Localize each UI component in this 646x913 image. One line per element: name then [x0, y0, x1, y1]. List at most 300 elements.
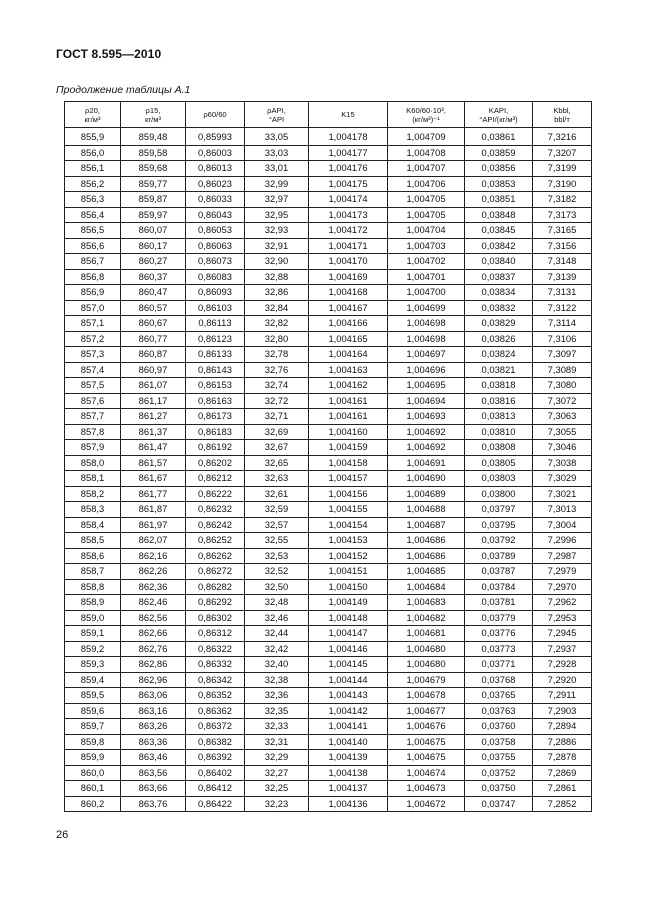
table-cell: 856,4 [65, 207, 121, 223]
table-cell: 1,004164 [309, 347, 388, 363]
table-cell: 0,03792 [465, 533, 533, 549]
table-cell: 1,004168 [309, 285, 388, 301]
table-cell: 0,86382 [186, 734, 245, 750]
table-cell: 861,37 [121, 424, 186, 440]
table-cell: 1,004689 [388, 486, 465, 502]
table-cell: 861,97 [121, 517, 186, 533]
table-cell: 0,86222 [186, 486, 245, 502]
table-cell: 33,05 [245, 128, 309, 146]
table-cell: 1,004166 [309, 316, 388, 332]
table-cell: 1,004696 [388, 362, 465, 378]
table-cell: 1,004141 [309, 719, 388, 735]
table-cell: 0,86282 [186, 579, 245, 595]
table-row [65, 471, 592, 487]
table-cell: 7,3013 [533, 502, 592, 518]
table-cell: 0,03826 [465, 331, 533, 347]
table-cell: 32,74 [245, 378, 309, 394]
table-row [65, 595, 592, 611]
table-cell: 863,06 [121, 688, 186, 704]
table-cell: 863,56 [121, 765, 186, 781]
table-cell: 1,004169 [309, 269, 388, 285]
table-cell: 1,004702 [388, 254, 465, 270]
table-cell: 1,004694 [388, 393, 465, 409]
table-cell: 1,004708 [388, 145, 465, 161]
table-cell: 7,2903 [533, 703, 592, 719]
table-cell: 862,46 [121, 595, 186, 611]
table-cell: 859,48 [121, 128, 186, 146]
table-cell: 1,004685 [388, 564, 465, 580]
table-cell: 860,07 [121, 223, 186, 239]
table-row [65, 765, 592, 781]
table-cell: 862,36 [121, 579, 186, 595]
table-cell: 1,004157 [309, 471, 388, 487]
table-row [65, 688, 592, 704]
column-header [533, 102, 592, 128]
table-cell: 0,03763 [465, 703, 533, 719]
table-cell: 862,56 [121, 610, 186, 626]
table-cell: 0,86212 [186, 471, 245, 487]
table-cell: 7,2878 [533, 750, 592, 766]
table-row [65, 362, 592, 378]
table-cell: 860,17 [121, 238, 186, 254]
table-cell: 861,87 [121, 502, 186, 518]
table-cell: 858,1 [65, 471, 121, 487]
table-cell: 856,3 [65, 192, 121, 208]
table-cell: 858,4 [65, 517, 121, 533]
table-cell: 7,3216 [533, 128, 592, 146]
table-cell: 7,2852 [533, 796, 592, 812]
table-cell: 859,68 [121, 161, 186, 177]
table-cell: 863,16 [121, 703, 186, 719]
table-cell: 0,03851 [465, 192, 533, 208]
table-cell: 859,3 [65, 657, 121, 673]
table-cell: 0,86322 [186, 641, 245, 657]
table-cell: 1,004145 [309, 657, 388, 673]
table-cell: 32,67 [245, 440, 309, 456]
table-cell: 1,004139 [309, 750, 388, 766]
table-cell: 1,004170 [309, 254, 388, 270]
table-cell: 32,99 [245, 176, 309, 192]
table-cell: 1,004695 [388, 378, 465, 394]
table-cell: 0,03845 [465, 223, 533, 239]
table-cell: 859,0 [65, 610, 121, 626]
table-cell: 862,96 [121, 672, 186, 688]
table-cell: 0,86312 [186, 626, 245, 642]
table-cell: 32,78 [245, 347, 309, 363]
table-cell: 0,86402 [186, 765, 245, 781]
column-header-label: ρ15, [145, 105, 161, 115]
table-cell: 1,004172 [309, 223, 388, 239]
table-cell: 860,97 [121, 362, 186, 378]
table-cell: 859,5 [65, 688, 121, 704]
table-cell: 7,2996 [533, 533, 592, 549]
table-cell: 32,86 [245, 285, 309, 301]
table-cell: 0,86173 [186, 409, 245, 425]
table-cell: 0,86113 [186, 316, 245, 332]
table-cell: 0,03829 [465, 316, 533, 332]
table-cell: 7,2911 [533, 688, 592, 704]
table-cell: 859,2 [65, 641, 121, 657]
table-cell: 32,42 [245, 641, 309, 657]
table-cell: 0,03805 [465, 455, 533, 471]
table-row [65, 176, 592, 192]
table-cell: 1,004684 [388, 579, 465, 595]
table-cell: 7,3207 [533, 145, 592, 161]
table-cell: 1,004680 [388, 641, 465, 657]
table-row [65, 672, 592, 688]
table-cell: 1,004173 [309, 207, 388, 223]
table-cell: 857,6 [65, 393, 121, 409]
table-cell: 32,82 [245, 316, 309, 332]
table-cell: 857,4 [65, 362, 121, 378]
table-cell: 861,77 [121, 486, 186, 502]
table-cell: 863,26 [121, 719, 186, 735]
table-cell: 0,03810 [465, 424, 533, 440]
table-cell: 858,7 [65, 564, 121, 580]
table-cell: 862,07 [121, 533, 186, 549]
table-cell: 32,31 [245, 734, 309, 750]
table-cell: 7,3122 [533, 300, 592, 316]
table-cell: 0,03824 [465, 347, 533, 363]
table-cell: 1,004675 [388, 734, 465, 750]
table-cell: 859,9 [65, 750, 121, 766]
table-cell: 856,6 [65, 238, 121, 254]
table-cell: 7,2861 [533, 781, 592, 797]
table-row [65, 145, 592, 161]
table-cell: 1,004163 [309, 362, 388, 378]
table-cell: 860,67 [121, 316, 186, 332]
table-cell: 1,004161 [309, 393, 388, 409]
table-cell: 862,16 [121, 548, 186, 564]
column-header-label: KAPI, [488, 105, 509, 115]
table-cell: 32,55 [245, 533, 309, 549]
table-cell: 1,004676 [388, 719, 465, 735]
table-cell: 7,3182 [533, 192, 592, 208]
table-cell: 7,3165 [533, 223, 592, 239]
table-cell: 1,004138 [309, 765, 388, 781]
table-row [65, 455, 592, 471]
column-header [465, 102, 533, 128]
table-cell: 857,9 [65, 440, 121, 456]
table-cell: 1,004136 [309, 796, 388, 812]
table-cell: 860,37 [121, 269, 186, 285]
table-cell: 32,97 [245, 192, 309, 208]
table-cell: 859,58 [121, 145, 186, 161]
table-cell: 1,004705 [388, 192, 465, 208]
table-cell: 1,004140 [309, 734, 388, 750]
table-cell: 0,86422 [186, 796, 245, 812]
table-cell: 0,86073 [186, 254, 245, 270]
table-cell: 0,03760 [465, 719, 533, 735]
table-cell: 1,004171 [309, 238, 388, 254]
table-cell: 861,07 [121, 378, 186, 394]
table-cell: 0,03800 [465, 486, 533, 502]
table-cell: 1,004690 [388, 471, 465, 487]
table-cell: 7,3029 [533, 471, 592, 487]
table-cell: 1,004167 [309, 300, 388, 316]
table-cell: 862,76 [121, 641, 186, 657]
table-row [65, 579, 592, 595]
table-cell: 861,57 [121, 455, 186, 471]
table-cell: 0,03853 [465, 176, 533, 192]
table-cell: 0,86202 [186, 455, 245, 471]
table-cell: 32,91 [245, 238, 309, 254]
table-cell: 32,63 [245, 471, 309, 487]
table-cell: 859,7 [65, 719, 121, 735]
table-cell: 0,86272 [186, 564, 245, 580]
table-cell: 0,03848 [465, 207, 533, 223]
table-row [65, 285, 592, 301]
table-cell: 0,86412 [186, 781, 245, 797]
table-cell: 32,95 [245, 207, 309, 223]
table-row [65, 657, 592, 673]
table-cell: 7,3156 [533, 238, 592, 254]
table-cell: 7,2928 [533, 657, 592, 673]
table-cell: 863,46 [121, 750, 186, 766]
table-row [65, 161, 592, 177]
table-row [65, 424, 592, 440]
table-row [65, 548, 592, 564]
table-row [65, 223, 592, 239]
table-cell: 0,03837 [465, 269, 533, 285]
table-cell: 0,03813 [465, 409, 533, 425]
table-cell: 0,03768 [465, 672, 533, 688]
table-row [65, 719, 592, 735]
table-cell: 1,004692 [388, 440, 465, 456]
table-cell: 1,004674 [388, 765, 465, 781]
table-cell: 1,004672 [388, 796, 465, 812]
table-cell: 861,67 [121, 471, 186, 487]
column-header [65, 102, 121, 128]
table-cell: 7,3080 [533, 378, 592, 394]
table-row [65, 254, 592, 270]
table-cell: 0,86103 [186, 300, 245, 316]
table-row [65, 564, 592, 580]
table-row [65, 409, 592, 425]
table-cell: 1,004699 [388, 300, 465, 316]
table-cell: 1,004680 [388, 657, 465, 673]
table-cell: 858,2 [65, 486, 121, 502]
table-cell: 1,004706 [388, 176, 465, 192]
header-row [65, 102, 592, 128]
table-cell: 1,004178 [309, 128, 388, 146]
column-header-label: K60/60·10³, [406, 105, 446, 115]
table-cell: 7,2869 [533, 765, 592, 781]
table-cell: 32,44 [245, 626, 309, 642]
table-body [65, 128, 592, 812]
column-header-label: ρAPI, [267, 105, 286, 115]
table-cell: 860,2 [65, 796, 121, 812]
table-cell: 0,03789 [465, 548, 533, 564]
table-cell: 7,3139 [533, 269, 592, 285]
table-cell: 859,97 [121, 207, 186, 223]
table-cell: 0,86332 [186, 657, 245, 673]
table-cell: 863,36 [121, 734, 186, 750]
table-cell: 1,004707 [388, 161, 465, 177]
table-cell: 859,6 [65, 703, 121, 719]
table-cell: 857,7 [65, 409, 121, 425]
table-cell: 1,004143 [309, 688, 388, 704]
table-row [65, 781, 592, 797]
table-cell: 32,48 [245, 595, 309, 611]
table-cell: 0,86123 [186, 331, 245, 347]
column-header-label: ρ60/60 [203, 110, 227, 119]
table-row [65, 316, 592, 332]
table-cell: 1,004705 [388, 207, 465, 223]
table-cell: 1,004675 [388, 750, 465, 766]
table-cell: 7,2987 [533, 548, 592, 564]
table-cell: 0,03795 [465, 517, 533, 533]
table-cell: 1,004165 [309, 331, 388, 347]
table-cell: 863,66 [121, 781, 186, 797]
table-cell: 32,35 [245, 703, 309, 719]
table-row [65, 626, 592, 642]
table-cell: 856,1 [65, 161, 121, 177]
table-cell: 1,004679 [388, 672, 465, 688]
table-cell: 1,004137 [309, 781, 388, 797]
table-cell: 0,86302 [186, 610, 245, 626]
table-cell: 0,03816 [465, 393, 533, 409]
column-header-label: ρ20, [85, 105, 100, 115]
document-header: ГОСТ 8.595—2010 [56, 47, 162, 61]
table-cell: 0,86252 [186, 533, 245, 549]
table-cell: 32,69 [245, 424, 309, 440]
table-cell: 1,004686 [388, 533, 465, 549]
table-caption: Продолжение таблицы А.1 [56, 84, 191, 96]
table-cell: 32,88 [245, 269, 309, 285]
table-cell: 858,0 [65, 455, 121, 471]
table-cell: 1,004683 [388, 595, 465, 611]
table-cell: 1,004160 [309, 424, 388, 440]
column-header [121, 102, 186, 128]
table-cell: 860,47 [121, 285, 186, 301]
table-row [65, 734, 592, 750]
table-cell: 0,86043 [186, 207, 245, 223]
table-cell: 861,47 [121, 440, 186, 456]
table-cell: 1,004156 [309, 486, 388, 502]
table-cell: 860,0 [65, 765, 121, 781]
column-header-label: K15 [341, 110, 355, 119]
table-cell: 856,0 [65, 145, 121, 161]
table-cell: 7,3173 [533, 207, 592, 223]
table-cell: 1,004704 [388, 223, 465, 239]
table-cell: 1,004144 [309, 672, 388, 688]
table-cell: 0,03832 [465, 300, 533, 316]
table-cell: 1,004175 [309, 176, 388, 192]
table-cell: 0,86053 [186, 223, 245, 239]
table-cell: 857,8 [65, 424, 121, 440]
table-cell: 7,2979 [533, 564, 592, 580]
table-cell: 855,9 [65, 128, 121, 146]
table-cell: 1,004159 [309, 440, 388, 456]
table-cell: 1,004177 [309, 145, 388, 161]
table-cell: 861,17 [121, 393, 186, 409]
column-header [309, 102, 388, 128]
column-header [186, 102, 245, 128]
table-cell: 0,03784 [465, 579, 533, 595]
table-cell: 0,86143 [186, 362, 245, 378]
table-cell: 1,004682 [388, 610, 465, 626]
table-cell: 7,2937 [533, 641, 592, 657]
table-cell: 859,1 [65, 626, 121, 642]
table-cell: 7,3063 [533, 409, 592, 425]
table-cell: 0,86093 [186, 285, 245, 301]
table-cell: 32,84 [245, 300, 309, 316]
table-cell: 7,2894 [533, 719, 592, 735]
table-cell: 862,86 [121, 657, 186, 673]
table-row [65, 440, 592, 456]
table-cell: 1,004688 [388, 502, 465, 518]
table-cell: 1,004147 [309, 626, 388, 642]
table-cell: 1,004148 [309, 610, 388, 626]
table-cell: 862,26 [121, 564, 186, 580]
table-cell: 0,03859 [465, 145, 533, 161]
table-cell: 0,03776 [465, 626, 533, 642]
table-cell: 0,03834 [465, 285, 533, 301]
table-cell: 860,1 [65, 781, 121, 797]
table-cell: 1,004149 [309, 595, 388, 611]
table-cell: 0,86342 [186, 672, 245, 688]
table-cell: 856,7 [65, 254, 121, 270]
table-cell: 0,03758 [465, 734, 533, 750]
table-cell: 0,03842 [465, 238, 533, 254]
table-cell: 32,38 [245, 672, 309, 688]
table-row [65, 533, 592, 549]
table-cell: 32,65 [245, 455, 309, 471]
table-cell: 0,03752 [465, 765, 533, 781]
table-row [65, 128, 592, 146]
table-cell: 0,03821 [465, 362, 533, 378]
table-cell: 0,03781 [465, 595, 533, 611]
table-cell: 7,3055 [533, 424, 592, 440]
column-header [388, 102, 465, 128]
density-table [64, 101, 592, 812]
table-cell: 1,004150 [309, 579, 388, 595]
table-cell: 859,4 [65, 672, 121, 688]
table-cell: 860,87 [121, 347, 186, 363]
table-row [65, 393, 592, 409]
table-cell: 1,004691 [388, 455, 465, 471]
table-row [65, 796, 592, 812]
table-cell: 0,03755 [465, 750, 533, 766]
table-cell: 1,004692 [388, 424, 465, 440]
column-header [245, 102, 309, 128]
table-cell: 859,8 [65, 734, 121, 750]
table-cell: 0,03773 [465, 641, 533, 657]
table-cell: 860,77 [121, 331, 186, 347]
table-cell: 32,61 [245, 486, 309, 502]
table-cell: 859,87 [121, 192, 186, 208]
table-cell: 0,03861 [465, 128, 533, 146]
table-cell: 0,86063 [186, 238, 245, 254]
table-row [65, 300, 592, 316]
table-row [65, 486, 592, 502]
table-cell: 0,86372 [186, 719, 245, 735]
table-row [65, 641, 592, 657]
table-cell: 32,90 [245, 254, 309, 270]
table-cell: 1,004697 [388, 347, 465, 363]
table-cell: 7,3131 [533, 285, 592, 301]
table-cell: 0,86003 [186, 145, 245, 161]
table-cell: 7,2962 [533, 595, 592, 611]
table-cell: 0,86013 [186, 161, 245, 177]
column-header-unit: °API/(кг/м³) [479, 114, 518, 124]
table-cell: 7,2920 [533, 672, 592, 688]
table-cell: 856,9 [65, 285, 121, 301]
column-header-unit: (кг/м³)⁻¹ [412, 114, 440, 124]
table-cell: 7,3021 [533, 486, 592, 502]
table-cell: 7,3004 [533, 517, 592, 533]
